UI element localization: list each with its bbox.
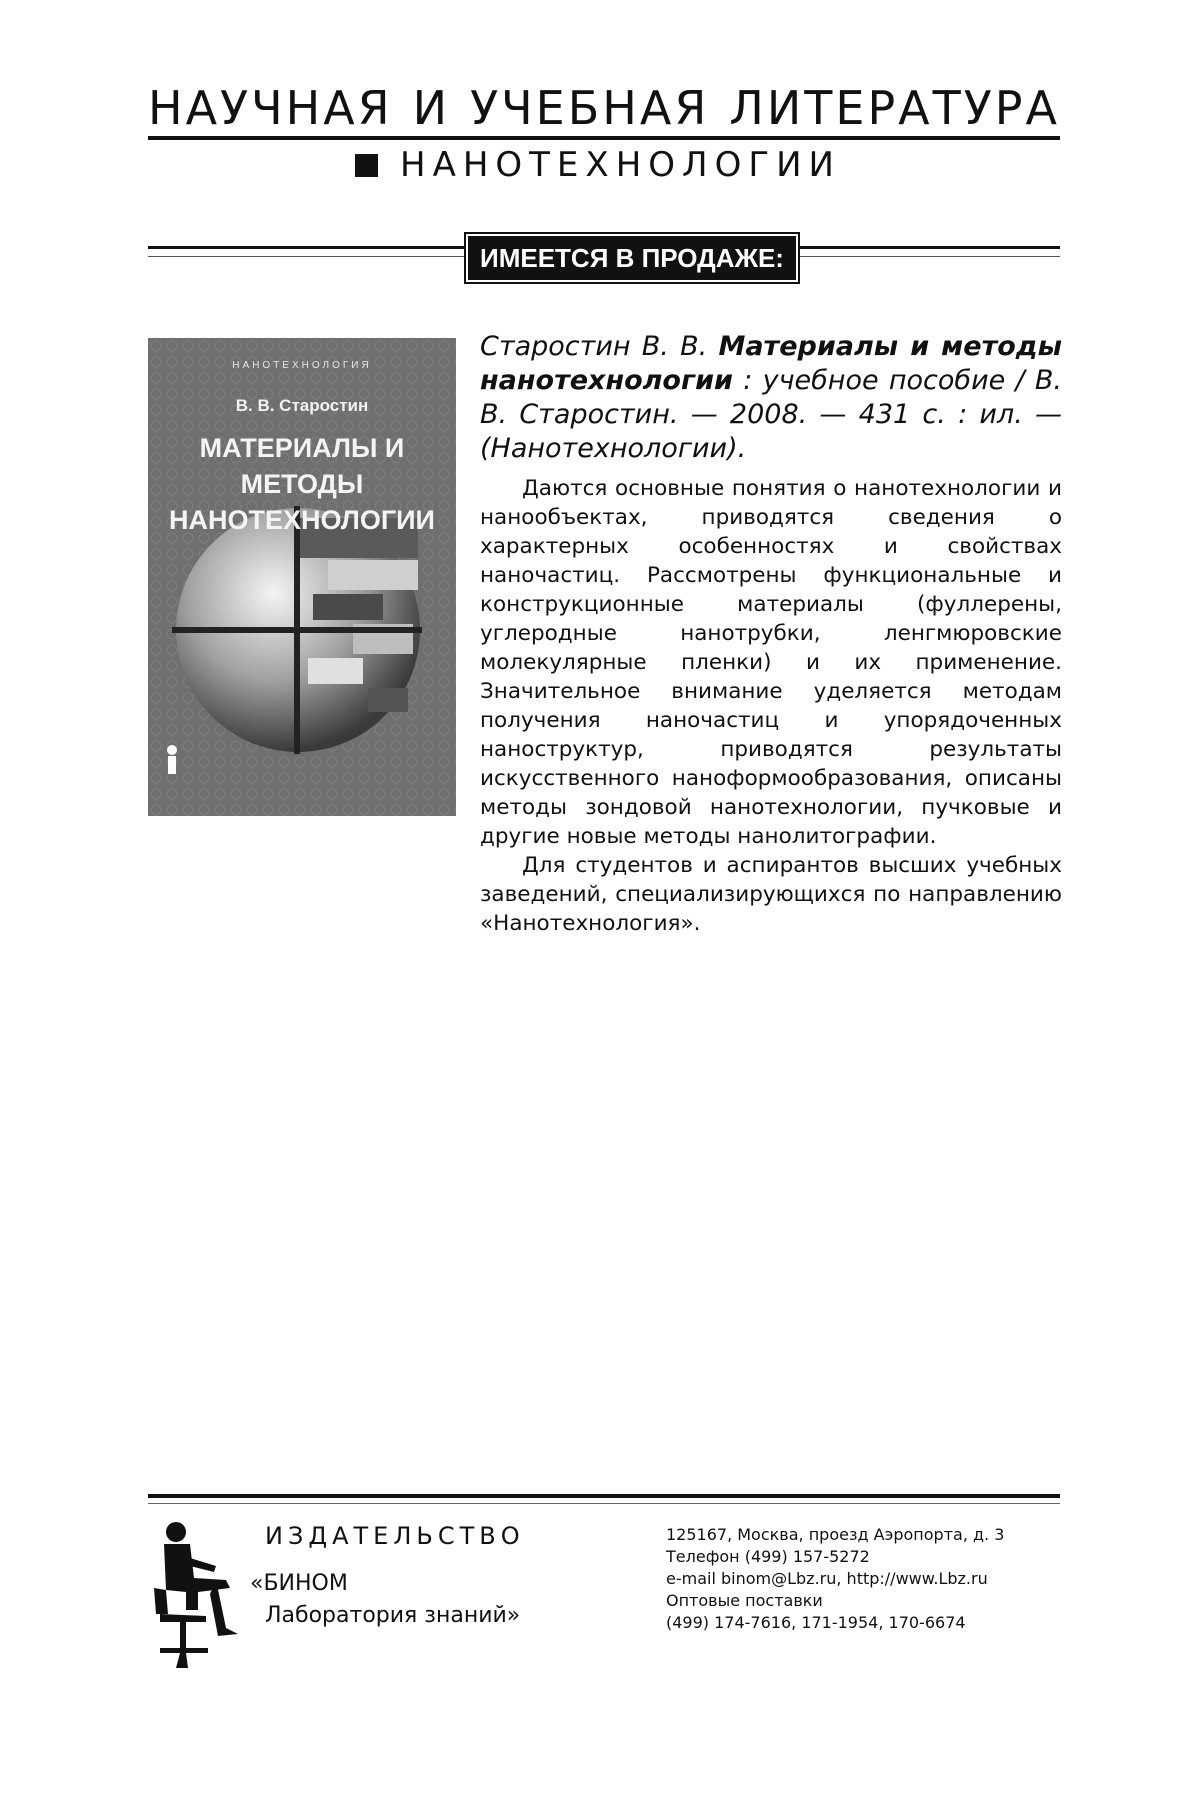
publisher-heading: ИЗДАТЕЛЬСТВО [265, 1522, 525, 1550]
cover-title-line2: НАНОТЕХНОЛОГИИ [169, 505, 435, 535]
cover-author: В. В. Старостин [235, 396, 369, 415]
header-divider [148, 136, 1060, 140]
square-bullet-icon [355, 154, 378, 177]
header-subtitle [355, 142, 841, 188]
cover-title [148, 430, 456, 538]
header-subtitle-text: НАНОТЕХНОЛОГИИ [400, 145, 841, 185]
publisher-name-line2: Лаборатория знаний» [265, 1603, 521, 1628]
contact-wholesale-label: Оптовые поставки [666, 1591, 823, 1610]
contact-wholesale-phones: (499) 174-7616, 171-1954, 170-6674 [666, 1613, 966, 1632]
book-title: Материалы и методы нанотехнологии [480, 331, 1062, 396]
publisher-name [250, 1568, 520, 1632]
header-title: НАУЧНАЯ И УЧЕБНАЯ ЛИТЕРАТУРА [148, 81, 1060, 135]
book-citation [480, 330, 1062, 466]
contact-email-web: e-mail binom@Lbz.ru, http://www.Lbz.ru [666, 1569, 988, 1588]
publisher-mark-icon [167, 745, 177, 774]
cover-series: НАНОТЕХНОЛОГИЯ [232, 360, 372, 371]
sale-label: ИМЕЕТСЯ В ПРОДАЖЕ: [466, 234, 798, 282]
abstract-paragraph-1: Даются основные понятия о нанотехнологии и нанообъектах, приводятся сведения о характерных особенностях и свойствах наночастиц. Рассмотрены функциональные и конструкционные материалы (фуллерены, углеродные нанотрубки, ленгмюровские молекулярные пленки) и их применение. Значительное внимание уделяется методам получения наночастиц и упорядоченных наноструктур, приводятся результаты искусственного наноформообразования, описаны методы зондовой нанотехнологии, пучковые и другие новые методы нанолитографии. [480, 476, 1062, 849]
book-cover [148, 338, 456, 816]
book-details: : учебное пособие / В. В. Старостин. — 2008. — 431 с. : ил. — (Нанотехнологии). [480, 365, 1062, 464]
contact-phone: Телефон (499) 157-5272 [666, 1547, 870, 1566]
book-author: Старостин В. В. [480, 331, 708, 362]
book-abstract [480, 474, 1062, 938]
cover-title-line1: МАТЕРИАЛЫ И МЕТОДЫ [199, 433, 405, 499]
publisher-contacts [666, 1524, 1004, 1634]
footer-divider-bottom [148, 1503, 1060, 1504]
footer-divider-top [148, 1494, 1060, 1498]
seated-figure-icon [146, 1518, 242, 1668]
abstract-paragraph-2: Для студентов и аспирантов высших учебных заведений, специализирующихся по направлению «Нанотехнология». [480, 853, 1062, 936]
publisher-name-line1: «БИНОМ [250, 1571, 348, 1596]
contact-address: 125167, Москва, проезд Аэропорта, д. 3 [666, 1525, 1005, 1544]
